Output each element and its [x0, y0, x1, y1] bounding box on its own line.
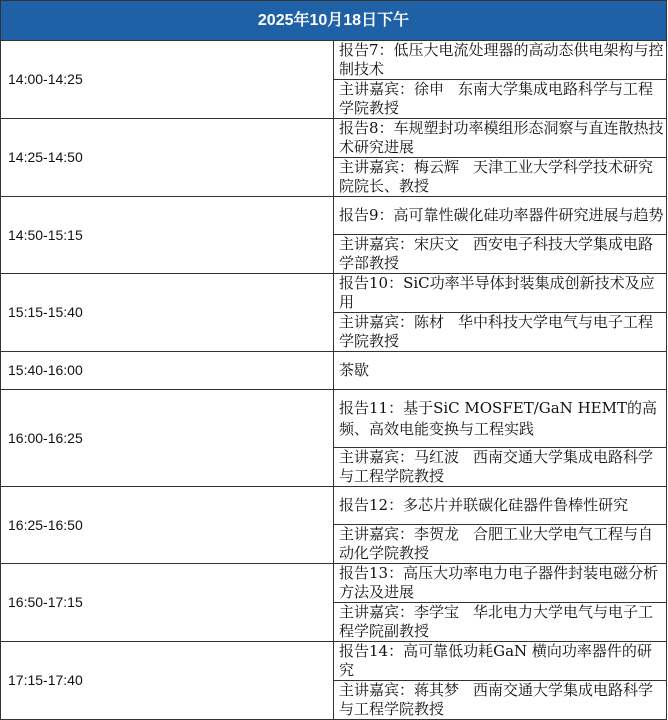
- time-slot: 14:25-14:50: [1, 119, 334, 197]
- speaker-info: [334, 235, 667, 274]
- time-slot: 16:50-17:15: [1, 564, 334, 642]
- table-row: [1, 390, 667, 448]
- table-row: [1, 352, 667, 390]
- schedule-title: 2025年10月18日下午: [1, 1, 667, 41]
- speaker-name: 梅云辉: [414, 158, 460, 176]
- speaker-affiliation: 天津工业大学科学技术研究院院长、教授: [339, 158, 654, 195]
- table-row: [1, 487, 667, 525]
- time-slot: 14:50-15:15: [1, 197, 334, 274]
- speaker-info: [334, 448, 667, 487]
- speaker-info: [334, 313, 667, 352]
- speaker-info: [334, 158, 667, 197]
- speaker-affiliation: 华北电力大学电气与电子工程学院副教授: [339, 603, 654, 640]
- speaker-affiliation: 合肥工业大学电气工程与自动化学院教授: [339, 525, 654, 562]
- speaker-name: 李学宝: [414, 603, 460, 621]
- time-slot: 16:00-16:25: [1, 390, 334, 487]
- speaker-name: 徐申: [414, 80, 445, 98]
- speaker-label: 主讲嘉宾：: [339, 80, 415, 98]
- table-row: [1, 41, 667, 80]
- speaker-affiliation: 西南交通大学集成电路科学与工程学院教授: [339, 448, 654, 485]
- report-title: 报告10：SiC功率半导体封装集成创新技术及应用: [334, 274, 667, 313]
- report-title: 报告7：低压大电流处理器的高动态供电架构与控制技术: [334, 41, 667, 80]
- speaker-label: 主讲嘉宾：: [339, 603, 415, 621]
- speaker-affiliation: 华中科技大学电气与电子工程学院教授: [339, 313, 654, 350]
- speaker-label: 主讲嘉宾：: [339, 448, 415, 466]
- speaker-name: 马红波: [414, 448, 460, 466]
- speaker-affiliation: 东南大学集成电路科学与工程学院教授: [339, 80, 654, 117]
- report-title: 报告14：高可靠低功耗GaN 横向功率器件的研究: [334, 642, 667, 681]
- header-row: [1, 1, 667, 41]
- speaker-label: 主讲嘉宾：: [339, 235, 415, 253]
- speaker-label: 主讲嘉宾：: [339, 681, 415, 699]
- report-title: 报告11：基于SiC MOSFET/GaN HEMT的高频、高效电能变换与工程实践: [334, 390, 667, 448]
- speaker-info: [334, 80, 667, 119]
- speaker-name: 蒋其梦: [414, 681, 460, 699]
- report-title: 报告9：高可靠性碳化硅功率器件研究进展与趋势: [334, 197, 667, 235]
- speaker-label: 主讲嘉宾：: [339, 313, 415, 331]
- table-row: [1, 274, 667, 313]
- speaker-name: 陈材: [414, 313, 445, 331]
- report-title: 报告12：多芯片并联碳化硅器件鲁棒性研究: [334, 487, 667, 525]
- time-slot: 15:40-16:00: [1, 352, 334, 390]
- table-row: [1, 642, 667, 681]
- report-title: 报告13：高压大功率电力电子器件封装电磁分析方法及进展: [334, 564, 667, 603]
- report-title: 报告8：车规塑封功率模组形态洞察与直连散热技术研究进展: [334, 119, 667, 158]
- speaker-label: 主讲嘉宾：: [339, 525, 415, 543]
- speaker-info: [334, 603, 667, 642]
- speaker-affiliation: 西南交通大学集成电路科学与工程学院教授: [339, 681, 654, 718]
- time-slot: 15:15-15:40: [1, 274, 334, 352]
- time-slot: 17:15-17:40: [1, 642, 334, 720]
- speaker-label: 主讲嘉宾：: [339, 158, 415, 176]
- table-row: [1, 119, 667, 158]
- speaker-info: [334, 681, 667, 720]
- speaker-affiliation: 西安电子科技大学集成电路学部教授: [339, 235, 654, 272]
- time-slot: 14:00-14:25: [1, 41, 334, 119]
- break-label: 茶歇: [334, 352, 667, 390]
- table-row: [1, 197, 667, 235]
- time-slot: 16:25-16:50: [1, 487, 334, 564]
- speaker-name: 宋庆文: [414, 235, 460, 253]
- speaker-info: [334, 525, 667, 564]
- table-row: [1, 564, 667, 603]
- speaker-name: 李贺龙: [414, 525, 460, 543]
